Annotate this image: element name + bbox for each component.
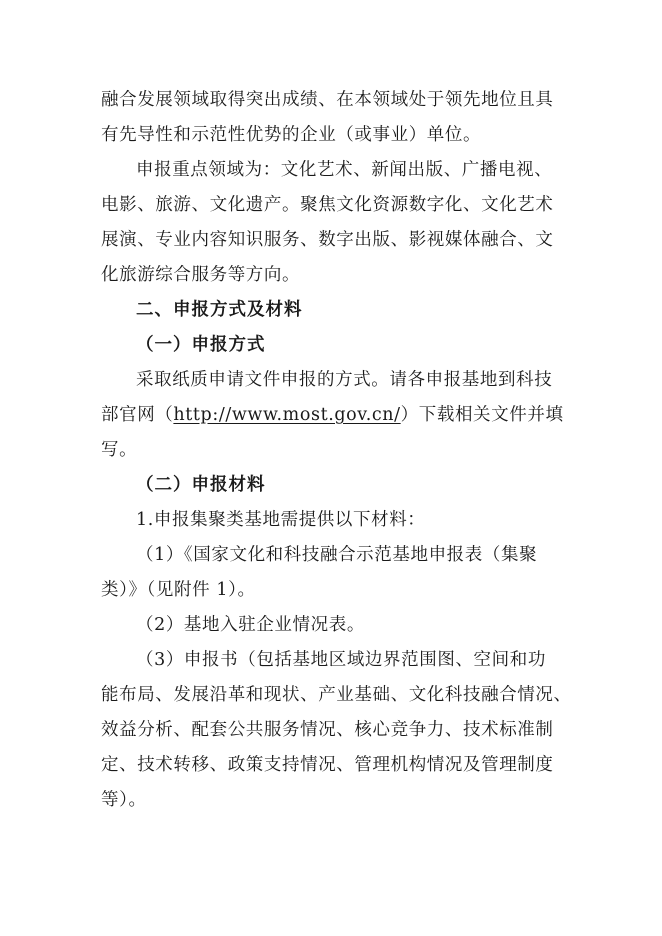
- focus-line-2: 电影、旅游、文化遗产。聚焦文化资源数字化、文化艺术: [101, 195, 554, 215]
- materials-item-1-3-line-1: （3）申报书（包括基地区域边界范围图、空间和功: [136, 650, 546, 670]
- materials-item-1: 1.申报集聚类基地需提供以下材料：: [136, 510, 426, 530]
- materials-item-1-1-line-2: 类）》（见附件 1）。: [101, 580, 256, 600]
- materials-item-1-2: （2）基地入驻企业情况表。: [136, 615, 365, 635]
- method-line-1: 采取纸质申请文件申报的方式。请各申报基地到科技: [136, 370, 553, 390]
- materials-item-1-1-line-1: （1）《国家文化和科技融合示范基地申报表（集聚: [136, 545, 538, 565]
- intro-line-2: 有先导性和示范性优势的企业（或事业）单位。: [101, 125, 482, 145]
- method-line-2-prefix: 部官网（: [101, 405, 174, 425]
- materials-item-1-3-line-3: 效益分析、配套公共服务情况、核心竞争力、技术标准制: [101, 720, 554, 740]
- method-line-2-suffix: ）下载相关文件并填: [400, 405, 564, 425]
- focus-line-3: 展演、专业内容知识服务、数字出版、影视媒体融合、文: [101, 230, 554, 250]
- method-line-3: 写。: [101, 440, 138, 460]
- subsection-1-heading: （一）申报方式: [136, 335, 266, 355]
- section-2-heading: 二、申报方式及材料: [136, 300, 303, 320]
- materials-item-1-3-line-2: 能布局、发展沿革和现状、产业基础、文化科技融合情况、: [101, 685, 572, 705]
- subsection-2-heading: （二）申报材料: [136, 475, 266, 495]
- intro-line-1: 融合发展领域取得突出成绩、在本领域处于领先地位且具: [101, 90, 554, 110]
- focus-line-1: 申报重点领域为：文化艺术、新闻出版、广播电视、: [136, 160, 553, 180]
- method-line-2: [101, 403, 662, 427]
- materials-item-1-3-line-5: 等）。: [101, 790, 147, 810]
- most-website-link[interactable]: http://www.most.gov.cn/: [173, 405, 401, 425]
- materials-item-1-3-line-4: 定、技术转移、政策支持情况、管理机构情况及管理制度: [101, 755, 554, 775]
- focus-line-4: 化旅游综合服务等方向。: [101, 265, 301, 285]
